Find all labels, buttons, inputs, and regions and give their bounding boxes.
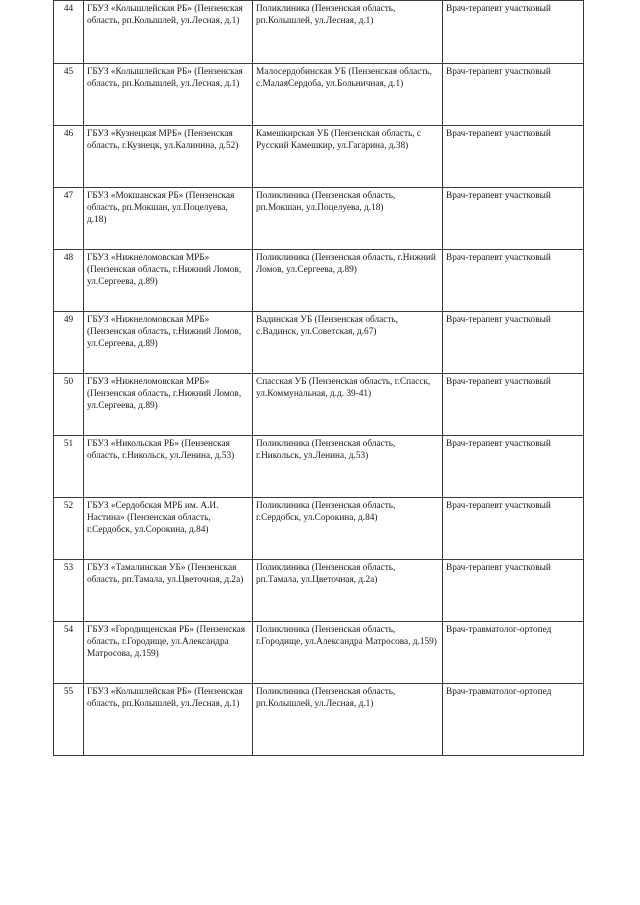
row-number: 44 [63,4,74,14]
subdivision-text: Поликлиника (Пензенская область, г.Никольск, ул.Ленина, д.53) [256,439,396,461]
table-row [54,250,584,312]
subdivision-text: Поликлиника (Пензенская область, рп.Колышлей, ул.Лесная, д.1) [256,4,396,26]
row-number-cell [54,684,84,756]
row-number: 53 [63,563,74,573]
organization-cell [84,64,253,126]
organization-cell [84,126,253,188]
subdivision-cell [253,1,443,64]
table-row [54,188,584,250]
subdivision-cell [253,374,443,436]
row-number: 51 [63,439,74,449]
row-number: 55 [63,687,74,697]
subdivision-text: Спасская УБ (Пензенская область, г.Спасск, ул.Коммунальная, д.д. 39-41) [256,377,431,399]
subdivision-cell [253,622,443,684]
organization-text: ГБУЗ «Колышлейская РБ» (Пензенская область, рп.Колышлей, ул.Лесная, д.1) [87,687,243,709]
row-number-cell [54,64,84,126]
position-text: Врач-травматолог-ортопед [446,687,552,697]
organization-text: ГБУЗ «Мокшанская РБ» (Пензенская область, рп.Мокшан, ул.Поцелуева, д.18) [87,191,235,225]
row-number: 49 [63,315,74,325]
row-number: 46 [63,129,74,139]
subdivision-text: Поликлиника (Пензенская область, г.Нижний Ломов, ул.Сергеева, д.89) [256,253,436,275]
organization-cell [84,250,253,312]
position-cell [443,126,584,188]
position-cell [443,312,584,374]
table-row [54,436,584,498]
row-number-cell [54,126,84,188]
organization-cell [84,374,253,436]
organization-cell [84,436,253,498]
table-row [54,374,584,436]
row-number-cell [54,622,84,684]
position-cell [443,250,584,312]
row-number-cell [54,560,84,622]
position-text: Врач-терапевт участковый [446,191,551,201]
table-row [54,622,584,684]
row-number-cell [54,1,84,64]
organization-cell [84,188,253,250]
position-cell [443,560,584,622]
position-text: Врач-терапевт участковый [446,129,551,139]
table-row [54,312,584,374]
row-number: 50 [63,377,74,387]
subdivision-text: Малосердобинская УБ (Пензенская область, с.МалаяСердоба, ул.Больничная, д.1) [256,67,433,89]
subdivision-cell [253,684,443,756]
row-number: 47 [63,191,74,201]
subdivision-cell [253,64,443,126]
position-cell [443,64,584,126]
organization-cell [84,560,253,622]
organization-text: ГБУЗ «Кузнецкая МРБ» (Пензенская область, г.Кузнецк, ул.Калинина, д.52) [87,129,239,151]
row-number-cell [54,250,84,312]
row-number-cell [54,436,84,498]
row-number-cell [54,312,84,374]
subdivision-text: Поликлиника (Пензенская область, г.Городище, ул.Александра Матросова, д.159) [256,625,437,647]
subdivision-cell [253,560,443,622]
table-row [54,498,584,560]
position-cell [443,188,584,250]
position-text: Врач-терапевт участковый [446,501,551,511]
row-number-cell [54,188,84,250]
organization-text: ГБУЗ «Нижнеломовская МРБ» (Пензенская область, г.Нижний Ломов, ул.Сергеева, д.89) [87,377,242,411]
position-text: Врач-терапевт участковый [446,253,551,263]
row-number-cell [54,374,84,436]
organization-text: ГБУЗ «Никольская РБ» (Пензенская область, г.Никольск, ул.Ленина, д.53) [87,439,235,461]
organization-text: ГБУЗ «Сердобская МРБ им. А.И. Настина» (Пензенская область, г.Сердобск, ул.Сорокина, д.84) [87,501,219,535]
table-row [54,64,584,126]
table-row [54,684,584,756]
organization-text: ГБУЗ «Тамалинская УБ» (Пензенская область, рп.Тамала, ул.Цветочная, д.2а) [87,563,244,585]
row-number-cell [54,498,84,560]
position-text: Врач-терапевт участковый [446,439,551,449]
table-row [54,560,584,622]
subdivision-cell [253,126,443,188]
organization-cell [84,498,253,560]
position-cell [443,374,584,436]
organization-text: ГБУЗ «Нижнеломовская МРБ» (Пензенская область, г.Нижний Ломов, ул.Сергеева, д.89) [87,253,242,287]
organization-cell [84,1,253,64]
position-cell [443,436,584,498]
subdivision-cell [253,312,443,374]
vacancy-table [53,0,584,756]
subdivision-text: Поликлиника (Пензенская область, г.Сердобск, ул.Сорокина, д.84) [256,501,396,523]
organization-cell [84,312,253,374]
position-cell [443,498,584,560]
subdivision-cell [253,498,443,560]
subdivision-cell [253,250,443,312]
organization-text: ГБУЗ «Колышлейская РБ» (Пензенская область, рп.Колышлей, ул.Лесная, д.1) [87,4,243,26]
table-row [54,126,584,188]
organization-cell [84,622,253,684]
row-number: 45 [63,67,74,77]
subdivision-text: Поликлиника (Пензенская область, рп.Колышлей, ул.Лесная, д.1) [256,687,396,709]
subdivision-cell [253,436,443,498]
position-cell [443,1,584,64]
row-number: 48 [63,253,74,263]
position-text: Врач-терапевт участковый [446,377,551,387]
row-number: 52 [63,501,74,511]
table-row [54,1,584,64]
organization-cell [84,684,253,756]
position-text: Врач-терапевт участковый [446,315,551,325]
position-cell [443,684,584,756]
position-text: Врач-терапевт участковый [446,4,551,14]
position-text: Врач-терапевт участковый [446,67,551,77]
subdivision-text: Камешкирская УБ (Пензенская область, с Русский Камешкир, ул.Гагарина, д.38) [256,129,422,151]
position-cell [443,622,584,684]
position-text: Врач-травматолог-ортопед [446,625,552,635]
subdivision-cell [253,188,443,250]
row-number: 54 [63,625,74,635]
organization-text: ГБУЗ «Нижнеломовская МРБ» (Пензенская область, г.Нижний Ломов, ул.Сергеева, д.89) [87,315,242,349]
subdivision-text: Поликлиника (Пензенская область, рп.Мокшан, ул.Поцелуева, д.18) [256,191,396,213]
organization-text: ГБУЗ «Колышлейская РБ» (Пензенская область, рп.Колышлей, ул.Лесная, д.1) [87,67,243,89]
position-text: Врач-терапевт участковый [446,563,551,573]
subdivision-text: Поликлиника (Пензенская область, рп.Тамала, ул.Цветочная, д.2а) [256,563,396,585]
subdivision-text: Вадинская УБ (Пензенская область, с.Вадинск, ул.Советская, д.67) [256,315,399,337]
organization-text: ГБУЗ «Городищенская РБ» (Пензенская область, г.Городище, ул.Александра Матросова, д.159) [87,625,245,659]
